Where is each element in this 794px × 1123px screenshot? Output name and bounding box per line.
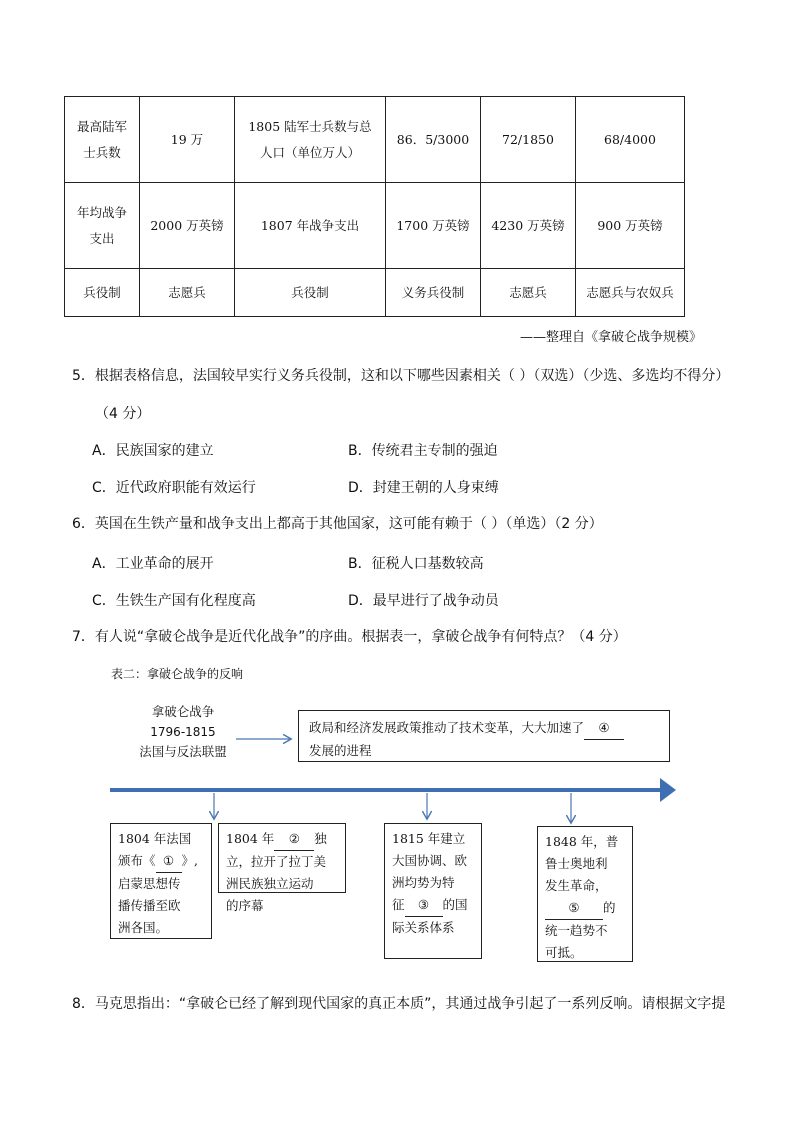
table-cell: 志愿兵 (140, 269, 235, 317)
table-cell: 义务兵役制 (386, 269, 481, 317)
q6-option-d[interactable]: D．最早进行了战争动员 (348, 593, 499, 609)
q6-option-b[interactable]: B．征税人口基数较高 (348, 556, 484, 572)
question-6-stem: 6．英国在生铁产量和战争支出上都高于其他国家，这可能有赖于（ ）（单选）（2 分） (72, 516, 603, 532)
table-cell: 86．5/3000 (386, 97, 481, 183)
event-box-1848: 1848 年，普 鲁士奥地利 发生革命， ⑤ 的 统一趋势不 可抵。 (537, 826, 633, 962)
table-cell: 19 万 (140, 97, 235, 183)
event-box-1804-code: 1804 年法国 颁布《 ① 》, 启蒙思想传 播传播至欧 洲各国。 (110, 823, 212, 939)
question-7-stem: 7．有人说“拿破仑战争是近代化战争”的序曲。根据表一，拿破仑战争有何特点？（4 分） (72, 629, 627, 645)
q5-option-d[interactable]: D．封建王朝的人身束缚 (348, 480, 499, 496)
event-box-1804-independence: 1804 年 ② 独 立，拉开了拉丁美 洲民族独立运动 的序幕 (218, 823, 346, 893)
table2-title: 表二：拿破仑战争的反响 (111, 667, 244, 681)
question-5-score: （4 分） (95, 406, 151, 422)
row-label: 最高陆军 士兵数 (65, 97, 140, 183)
table-cell: 1700 万英镑 (386, 183, 481, 269)
top-effect-box: 政局和经济发展政策推动了技术变革，大大加速了 ④ 发展的进程 (298, 710, 670, 762)
q5-option-a[interactable]: A．民族国家的建立 (92, 443, 214, 459)
table-cell: 志愿兵 (481, 269, 576, 317)
table-cell: 兵役制 (235, 269, 386, 317)
table-source: ——整理自《拿破仑战争规模》 (520, 330, 703, 345)
table-cell: 1807 年战争支出 (235, 183, 386, 269)
question-5-stem: 5．根据表格信息，法国较早实行义务兵役制，这和以下哪些因素相关（ ）（双选）（少选、多选均不得分） (72, 368, 730, 384)
war-label: 拿破仑战争 1796-1815 法国与反法联盟 (139, 704, 227, 759)
cell-text-line: 人口（单位万人） (259, 144, 360, 160)
cell-text-line: 1805 陆军士兵数与总 (248, 118, 372, 134)
q6-option-c[interactable]: C．生铁生产国有化程度高 (92, 593, 256, 609)
table-cell: 72/1850 (481, 97, 576, 183)
table-cell: 志愿兵与农奴兵 (576, 269, 685, 317)
q5-option-b[interactable]: B．传统君主专制的强迫 (348, 443, 498, 459)
table-cell: 900 万英镑 (576, 183, 685, 269)
table-cell: 2000 万英镑 (140, 183, 235, 269)
row-label: 年均战争 支出 (65, 183, 140, 269)
q5-option-c[interactable]: C．近代政府职能有效运行 (92, 480, 256, 496)
row-label: 兵役制 (65, 269, 140, 317)
table-cell: 68/4000 (576, 97, 685, 183)
question-8-stem: 8．马克思指出：“拿破仑已经了解到现代国家的真正本质”，其通过战争引起了一系列反响。请根据文字提 (72, 996, 726, 1012)
table-cell: 4230 万英镑 (481, 183, 576, 269)
q6-option-a[interactable]: A．工业革命的展开 (92, 556, 214, 572)
event-box-1815: 1815 年建立 大国协调、欧 洲均势为特 征 ③ 的国 际关系体系 (384, 823, 482, 959)
